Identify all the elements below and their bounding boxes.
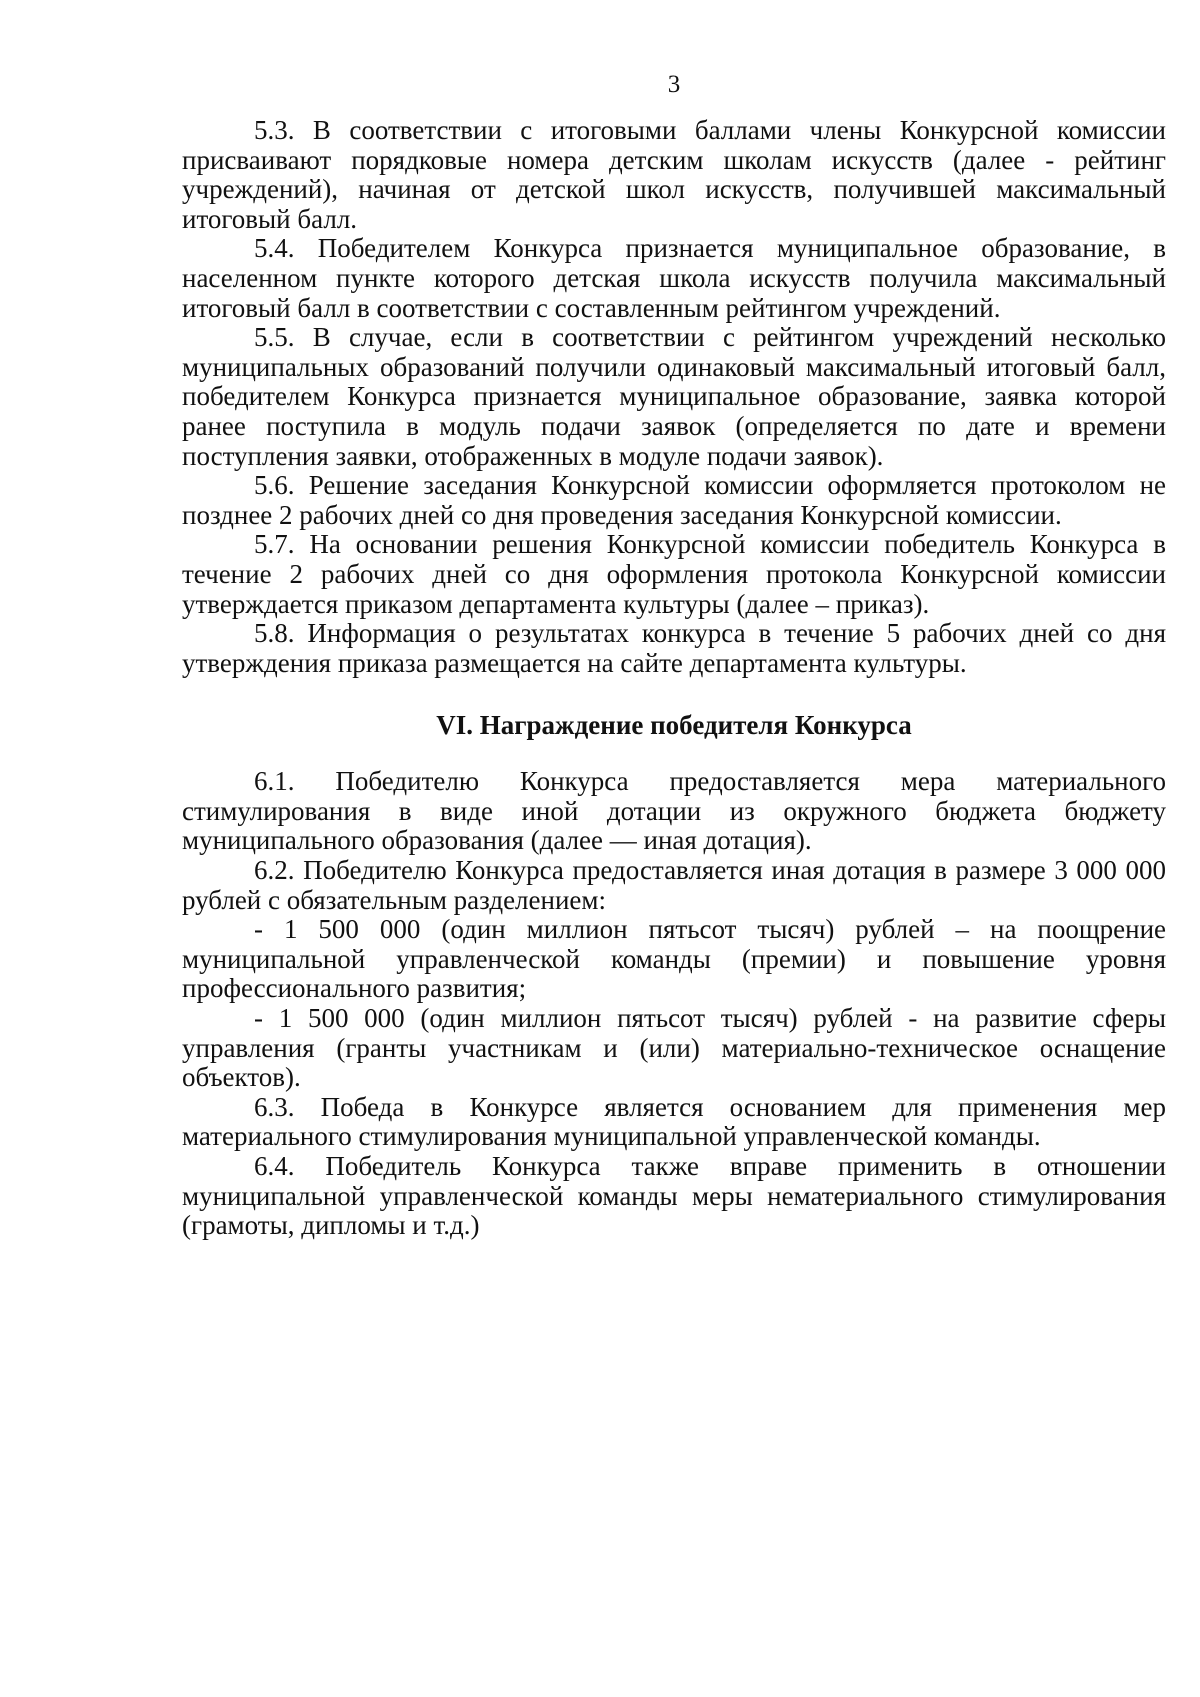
list-item-first-allocation: - 1 500 000 (один миллион пятьсот тысяч) рублей – на поощрение муниципальной управленческой команды (премии) и повышение уровня профессионального развития; — [182, 914, 1166, 1004]
paragraph-5-7: 5.7. На основании решения Конкурсной комиссии победитель Конкурса в течение 2 рабочих дней со дня оформления протокола Конкурсной комиссии утверждается приказом департамента культуры (далее – приказ). — [182, 529, 1166, 619]
section-title: VI. Награждение победителя Конкурса — [436, 710, 912, 741]
paragraph-5-8: 5.8. Информация о результатах конкурса в течение 5 рабочих дней со дня утверждения приказа размещается на сайте департамента культуры. — [182, 618, 1166, 678]
paragraph-5-6: 5.6. Решение заседания Конкурсной комиссии оформляется протоколом не позднее 2 рабочих дней со дня проведения заседания Конкурсной комиссии. — [182, 470, 1166, 530]
page-number: 3 — [667, 71, 681, 98]
paragraph-6-1: 6.1. Победителю Конкурса предоставляется мера материального стимулирования в виде иной дотации из окружного бюджета бюджету муниципального образования (далее — иная дотация). — [182, 766, 1166, 856]
paragraph-6-4: 6.4. Победитель Конкурса также вправе применить в отношении муниципальной управленческой команды меры нематериального стимулирования (грамоты, дипломы и т.д.) — [182, 1151, 1166, 1241]
paragraph-6-2: 6.2. Победителю Конкурса предоставляется иная дотация в размере 3 000 000 рублей с обязательным разделением: — [182, 855, 1166, 915]
list-item-second-allocation: - 1 500 000 (один миллион пятьсот тысяч) рублей - на развитие сферы управления (гранты участникам и (или) материально-техническое оснащение объектов). — [182, 1003, 1166, 1093]
paragraph-5-4: 5.4. Победителем Конкурса признается муниципальное образование, в населенном пункте которого детская школа искусств получила максимальный итоговый балл в соответствии с составленным рейтингом учреждений. — [182, 233, 1166, 323]
paragraph-5-3: 5.3. В соответствии с итоговыми баллами члены Конкурсной комиссии присваивают порядковые номера детским школам искусств (далее - рейтинг учреждений), начиная от детской школ искусств, получившей максимальный итоговый балл. — [182, 115, 1166, 234]
paragraph-6-3: 6.3. Победа в Конкурсе является основанием для применения мер материального стимулирования муниципальной управленческой команды. — [182, 1091, 1166, 1152]
document-body — [182, 116, 1166, 1241]
document-page — [182, 0, 1166, 1697]
paragraph-5-5: 5.5. В случае, если в соответствии с рейтингом учреждений несколько муниципальных образований получили одинаковый максимальный итоговый балл, победителем Конкурса признается муниципальное образование, заявка которой ранее поступила в модуль подачи заявок (определяется по дате и времени поступления заявки, отображенных в модуле подачи заявок). — [182, 322, 1166, 471]
